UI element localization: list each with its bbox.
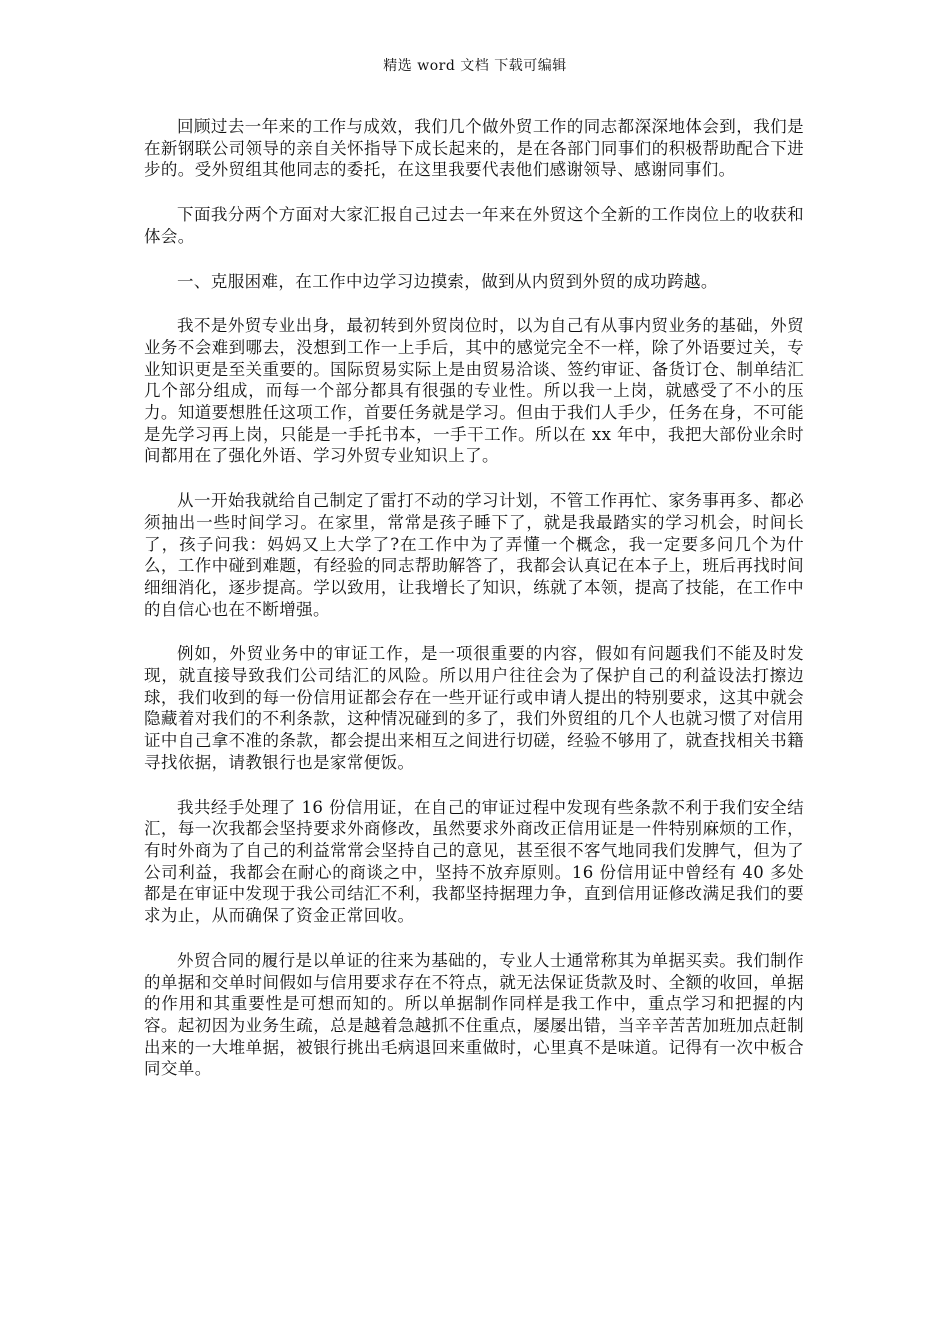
paragraph-4: 从一开始我就给自己制定了雷打不动的学习计划，不管工作再忙、家务事再多、都必须抽出一些时间学习。在家里，常常是孩子睡下了，就是我最踏实的学习机会，时间长了，孩子问我：妈妈又上大学了?在工作中为了弄懂一个概念，我一定要多问几个为什么，工作中碰到难题，有经验的同志帮助解答了，我都会认真记在本子上，班后再找时间细细消化，逐步提高。学以致用，让我增长了知识，练就了本领，提高了技能，在工作中的自信心也在不断增强。 xyxy=(144,491,804,619)
paragraph-6: 我共经手处理了 16 份信用证，在自己的审证过程中发现有些条款不利于我们安全结汇，每一次我都会坚持要求外商修改，虽然要求外商改正信用证是一件特别麻烦的工作，有时外商为了自己的利益常常会坚持自己的意见，甚至很不客气地同我们发脾气，但为了公司利益，我都会在耐心的商谈之中，坚持不放弃原则。16 份信用证中曾经有 40 多处都是在审证中发现于我公司结汇不利，我都坚持据理力争，直到信用证修改满足我们的要求为止，从而确保了资金正常回收。 xyxy=(144,797,804,926)
document-body xyxy=(144,116,804,1103)
paragraph-3: 我不是外贸专业出身，最初转到外贸岗位时，以为自己有从事内贸业务的基础，外贸业务不会难到哪去，没想到工作一上手后，其中的感觉完全不一样，除了外语要过关，专业知识更是至关重要的。国际贸易实际上是由贸易洽谈、签约审证、备货订仓、制单结汇几个部分组成，而每一个部分都具有很强的专业性。所以我一上岗，就感受了不小的压力。知道要想胜任这项工作，首要任务就是学习。但由于我们人手少，任务在身，不可能是先学习再上岗，只能是一手托书本，一手干工作。所以在 xx 年中，我把大部份业余时间都用在了强化外语、学习外贸专业知识上了。 xyxy=(144,316,804,466)
page-header: 精选 word 文档 下载可编辑 xyxy=(383,58,567,74)
paragraph-1: 回顾过去一年来的工作与成效，我们几个做外贸工作的同志都深深地体会到，我们是在新钢联公司领导的亲自关怀指导下成长起来的，是在各部门同事们的积极帮助配合下进步的。受外贸组其他同志的委托，在这里我要代表他们感谢领导、感谢同事们。 xyxy=(144,117,804,180)
section-heading-1: 一、克服困难，在工作中边学习边摸索，做到从内贸到外贸的成功跨越。 xyxy=(177,271,718,291)
paragraph-5: 例如，外贸业务中的审证工作，是一项很重要的内容，假如有问题我们不能及时发现，就直接导致我们公司结汇的风险。所以用户往往会为了保护自己的利益设法打擦边球，我们收到的每一份信用证都会存在一些开证行或申请人提出的特别要求，这其中就会隐藏着对我们的不利条款，这种情况碰到的多了，我们外贸组的几个人也就习惯了对信用证中自己拿不准的条款，都会提出来相互之间进行切磋，经验不够用了，就查找相关书籍寻找依据，请教银行也是家常便饭。 xyxy=(144,644,804,772)
paragraph-7: 外贸合同的履行是以单证的往来为基础的，专业人士通常称其为单据买卖。我们制作的单据和交单时间假如与信用要求存在不符点，就无法保证货款及时、全额的收回，单据的作用和其重要性是可想而知的。所以单据制作同样是我工作中，重点学习和把握的内容。起初因为业务生疏，总是越着急越抓不住重点，屡屡出错，当辛辛苦苦加班加点赶制出来的一大堆单据，被银行挑出毛病退回来重做时，心里真不是味道。记得有一次中板合同交单。 xyxy=(144,950,804,1079)
paragraph-2: 下面我分两个方面对大家汇报自己过去一年来在外贸这个全新的工作岗位上的收获和体会。 xyxy=(144,205,804,246)
